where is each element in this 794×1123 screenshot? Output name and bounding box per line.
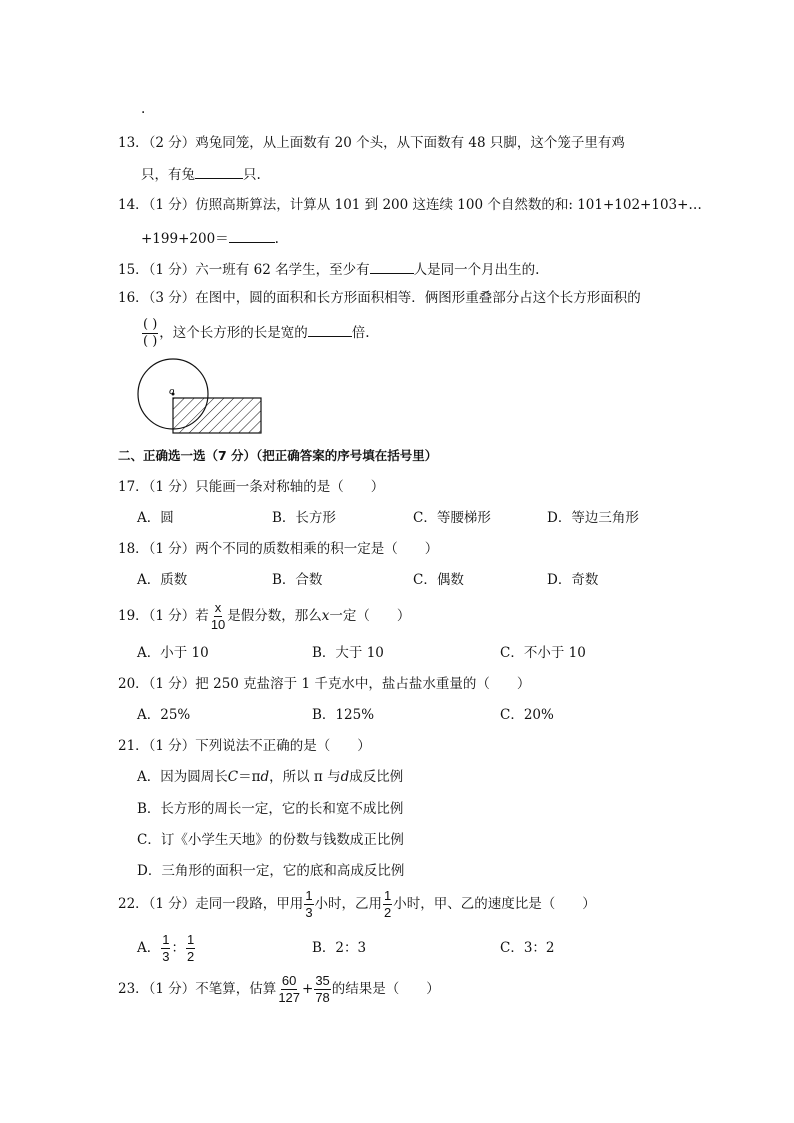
q19-stem — [118, 601, 410, 632]
q17-option-a[interactable]: A．圆 — [137, 510, 174, 526]
q21-a-text2: ＝π — [238, 769, 261, 785]
q21-option-d[interactable]: D．三角形的面积一定，它的底和高成反比例 — [137, 863, 405, 879]
q13-line2 — [141, 164, 261, 184]
q15-text-b: 人是同一个月出生的. — [413, 262, 540, 278]
q21-a-var-c: C — [227, 769, 239, 785]
q20-option-a[interactable]: A．25% — [137, 707, 191, 723]
center-label: o — [169, 387, 175, 397]
q18-option-b[interactable]: B．合数 — [272, 572, 323, 588]
q16-text-b: 倍. — [351, 325, 370, 341]
q13-text-a: 只，有兔 — [141, 167, 195, 183]
q22-a-label: A． — [137, 940, 161, 956]
q21-stem: 21．（1 分）下列说法不正确的是（ ） — [118, 738, 371, 754]
q16-blank-fraction[interactable]: $\frac{( )}{( )}$ — [143, 317, 158, 349]
q19-option-c[interactable]: C．不小于 10 — [500, 645, 586, 661]
q15-blank[interactable] — [370, 259, 414, 274]
q17-option-c[interactable]: C．等腰梯形 — [413, 510, 491, 526]
q19-option-b[interactable]: B．大于 10 — [312, 645, 384, 661]
q13-line1: 13．（2 分）鸡兔同笼，从上面数有 20 个头，从下面数有 48 只脚，这个笼子里有鸡 — [118, 135, 625, 151]
q17-stem: 17．（1 分）只能画一条对称轴的是（ ） — [118, 479, 385, 495]
q14-line2 — [141, 228, 279, 248]
q21-a-text4: 成反比例 — [349, 769, 404, 785]
q22-stem — [118, 889, 596, 920]
q18-option-a[interactable]: A．质数 — [137, 572, 188, 588]
q21-a-var-d2: d — [340, 769, 350, 785]
q19-variable: x — [321, 608, 330, 624]
q17-option-b[interactable]: B．长方形 — [272, 510, 336, 526]
q22-option-a[interactable] — [137, 933, 196, 964]
q22-text-a: 22．（1 分）走同一段路，甲用 — [118, 896, 304, 912]
q15-line — [118, 259, 539, 279]
q21-option-b[interactable]: B．长方形的周长一定，它的长和宽不成比例 — [137, 801, 404, 817]
q16-blank[interactable] — [308, 322, 352, 337]
q20-option-b[interactable]: B．125% — [312, 707, 375, 723]
q16-line2 — [141, 318, 370, 349]
q22-option-b[interactable]: B．2：3 — [312, 940, 367, 956]
q20-option-c[interactable]: C．20% — [500, 707, 554, 723]
q14-blank[interactable] — [229, 228, 275, 243]
q23-fraction-1: $\frac{60}{127}$ — [278, 973, 301, 1005]
q19-option-a[interactable]: A．小于 10 — [137, 645, 209, 661]
q20-stem: 20．（1 分）把 250 克盐溶于 1 千克水中，盐占盐水重量的（ ） — [118, 676, 531, 692]
q23-fraction-2: $\frac{35}{78}$ — [315, 973, 330, 1005]
circle-rectangle-figure — [135, 358, 270, 438]
q19-fraction: $\frac{x}{10}$ — [210, 600, 226, 632]
q18-option-c[interactable]: C．偶数 — [413, 572, 464, 588]
q15-text-a: 15．（1 分）六一班有 62 名学生，至少有 — [118, 262, 370, 278]
q18-stem: 18．（1 分）两个不同的质数相乘的积一定是（ ） — [118, 541, 439, 557]
q14-line1: 14．（1 分）仿照高斯算法，计算从 101 到 200 这连续 100 个自然数的和: 101+102+103+… — [118, 197, 702, 213]
q22-a-colon: ： — [171, 940, 185, 956]
continuation-dot: . — [141, 101, 146, 117]
section-heading: 二、正确选一选（7 分）（把正确答案的序号填在括号里） — [118, 448, 438, 463]
q19-text-a: 19．（1 分）若 — [118, 608, 209, 624]
q21-option-c[interactable]: C．订《小学生天地》的份数与钱数成正比例 — [137, 832, 404, 848]
q17-option-d[interactable]: D．等边三角形 — [547, 510, 639, 526]
q14-text-b: . — [274, 231, 279, 247]
q16-line1: 16．（3 分）在图中，圆的面积和长方形面积相等．俩图形重叠部分占这个长方形面积的 — [118, 290, 641, 306]
q22-a-fraction-1: $\frac{1}{3}$ — [162, 932, 170, 964]
q22-text-c: 小时，甲、乙的速度比是（ ） — [393, 896, 596, 912]
q21-a-text1: A．因为圆周长 — [137, 769, 228, 785]
q22-a-fraction-2: $\frac{1}{2}$ — [186, 932, 195, 964]
q22-text-b: 小时，乙用 — [314, 896, 383, 912]
q13-blank[interactable] — [195, 164, 243, 179]
q23-text-b: 的结果是（ ） — [331, 981, 440, 997]
hatched-rectangle — [173, 398, 261, 433]
q23-plus: + — [302, 981, 314, 997]
q19-text-c: 一定（ ） — [329, 608, 411, 624]
q21-a-var-d: d — [260, 769, 270, 785]
q23-stem — [118, 974, 440, 1005]
q14-text-a: +199+200＝ — [141, 231, 229, 247]
q13-text-b: 只. — [243, 167, 261, 183]
q18-option-d[interactable]: D．奇数 — [547, 572, 599, 588]
q23-text-a: 23．（1 分）不笔算，估算 — [118, 981, 277, 997]
q16-text-a: ，这个长方形的长是宽的 — [159, 325, 308, 341]
q22-fraction-2: $\frac{1}{2}$ — [384, 888, 392, 920]
q21-a-text3: ，所以 π 与 — [269, 769, 341, 785]
q21-option-a[interactable] — [137, 768, 403, 786]
q22-option-c[interactable]: C．3：2 — [500, 940, 555, 956]
q19-text-b: 是假分数，那么 — [227, 608, 322, 624]
q22-fraction-1: $\frac{1}{3}$ — [305, 888, 313, 920]
